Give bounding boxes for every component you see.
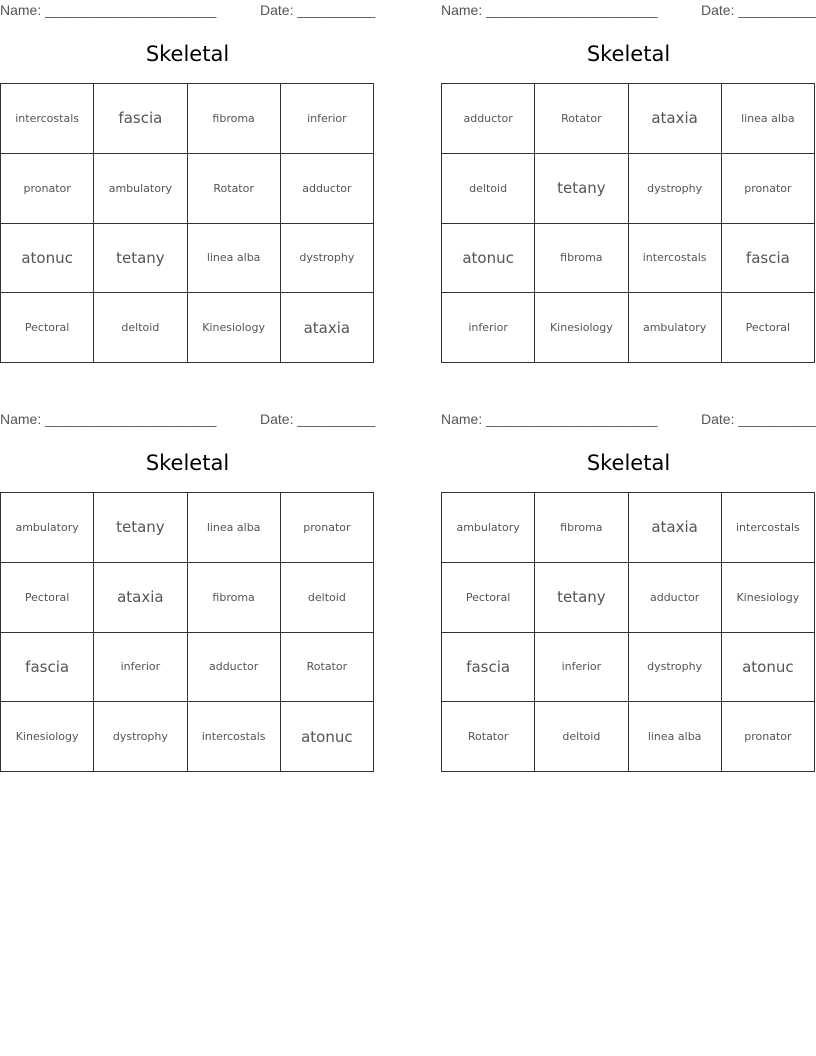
bingo-cell: Kinesiology	[1, 702, 94, 772]
bingo-cell: Pectoral	[1, 293, 94, 363]
bingo-cell: inferior	[535, 633, 628, 703]
bingo-cell: dystrophy	[629, 154, 722, 224]
bingo-cell: intercostals	[629, 224, 722, 294]
bingo-cell: Kinesiology	[188, 293, 281, 363]
bingo-grid	[0, 83, 374, 363]
name-field: Name: ______________________	[441, 411, 658, 427]
card-title: Skeletal	[586, 42, 671, 66]
bingo-cell: fascia	[1, 633, 94, 703]
bingo-cell: tetany	[535, 563, 628, 633]
bingo-cell: pronator	[281, 493, 374, 563]
bingo-cell: fibroma	[535, 224, 628, 294]
bingo-cell: linea alba	[629, 702, 722, 772]
bingo-cell: atonuc	[722, 633, 815, 703]
card-title: Skeletal	[586, 451, 671, 475]
card-title: Skeletal	[145, 451, 230, 475]
date-field: Date: __________	[701, 411, 816, 427]
bingo-grid	[0, 492, 374, 772]
name-date-row	[0, 409, 375, 429]
bingo-grid	[441, 492, 815, 772]
bingo-cell: intercostals	[1, 84, 94, 154]
bingo-cell: deltoid	[94, 293, 187, 363]
bingo-cell: adductor	[442, 84, 535, 154]
bingo-cell: fascia	[442, 633, 535, 703]
bingo-cell: ataxia	[281, 293, 374, 363]
bingo-cell: linea alba	[188, 493, 281, 563]
bingo-card	[441, 0, 816, 380]
name-field: Name: ______________________	[0, 411, 217, 427]
name-date-row	[0, 0, 375, 20]
bingo-cell: fibroma	[188, 84, 281, 154]
bingo-cell: Pectoral	[722, 293, 815, 363]
card-title: Skeletal	[145, 42, 230, 66]
bingo-cell: Rotator	[188, 154, 281, 224]
bingo-cell: dystrophy	[629, 633, 722, 703]
bingo-cell: ataxia	[629, 493, 722, 563]
bingo-cell: inferior	[281, 84, 374, 154]
bingo-cell: Pectoral	[442, 563, 535, 633]
bingo-cell: pronator	[1, 154, 94, 224]
bingo-cell: inferior	[94, 633, 187, 703]
name-field: Name: ______________________	[441, 2, 658, 18]
date-field: Date: __________	[701, 2, 816, 18]
bingo-cell: fascia	[722, 224, 815, 294]
bingo-cell: deltoid	[281, 563, 374, 633]
name-date-row	[441, 409, 816, 429]
bingo-cell: ataxia	[94, 563, 187, 633]
bingo-cell: deltoid	[442, 154, 535, 224]
bingo-cell: adductor	[629, 563, 722, 633]
bingo-cell: inferior	[442, 293, 535, 363]
bingo-card	[0, 409, 375, 789]
bingo-cell: tetany	[535, 154, 628, 224]
bingo-cell: dystrophy	[281, 224, 374, 294]
bingo-cell: intercostals	[188, 702, 281, 772]
name-field: Name: ______________________	[0, 2, 217, 18]
bingo-cell: atonuc	[442, 224, 535, 294]
bingo-cell: Rotator	[281, 633, 374, 703]
bingo-card	[0, 0, 375, 380]
bingo-cell: pronator	[722, 702, 815, 772]
bingo-cell: fibroma	[188, 563, 281, 633]
bingo-cell: tetany	[94, 493, 187, 563]
name-date-row	[441, 0, 816, 20]
bingo-cell: atonuc	[281, 702, 374, 772]
bingo-cell: deltoid	[535, 702, 628, 772]
bingo-cell: ambulatory	[94, 154, 187, 224]
bingo-cell: pronator	[722, 154, 815, 224]
bingo-cell: Rotator	[535, 84, 628, 154]
bingo-cell: intercostals	[722, 493, 815, 563]
bingo-cell: atonuc	[1, 224, 94, 294]
bingo-cell: ambulatory	[1, 493, 94, 563]
bingo-cell: Kinesiology	[535, 293, 628, 363]
bingo-cell: fibroma	[535, 493, 628, 563]
bingo-cell: adductor	[281, 154, 374, 224]
bingo-cell: tetany	[94, 224, 187, 294]
bingo-cell: ambulatory	[442, 493, 535, 563]
bingo-cell: linea alba	[188, 224, 281, 294]
bingo-cell: linea alba	[722, 84, 815, 154]
bingo-cell: ambulatory	[629, 293, 722, 363]
bingo-cell: Rotator	[442, 702, 535, 772]
date-field: Date: __________	[260, 411, 376, 427]
bingo-cell: adductor	[188, 633, 281, 703]
date-field: Date: __________	[260, 2, 376, 18]
bingo-cell: Kinesiology	[722, 563, 815, 633]
bingo-cell: ataxia	[629, 84, 722, 154]
bingo-cell: Pectoral	[1, 563, 94, 633]
bingo-cell: fascia	[94, 84, 187, 154]
bingo-cell: dystrophy	[94, 702, 187, 772]
bingo-card	[441, 409, 816, 789]
bingo-grid	[441, 83, 815, 363]
